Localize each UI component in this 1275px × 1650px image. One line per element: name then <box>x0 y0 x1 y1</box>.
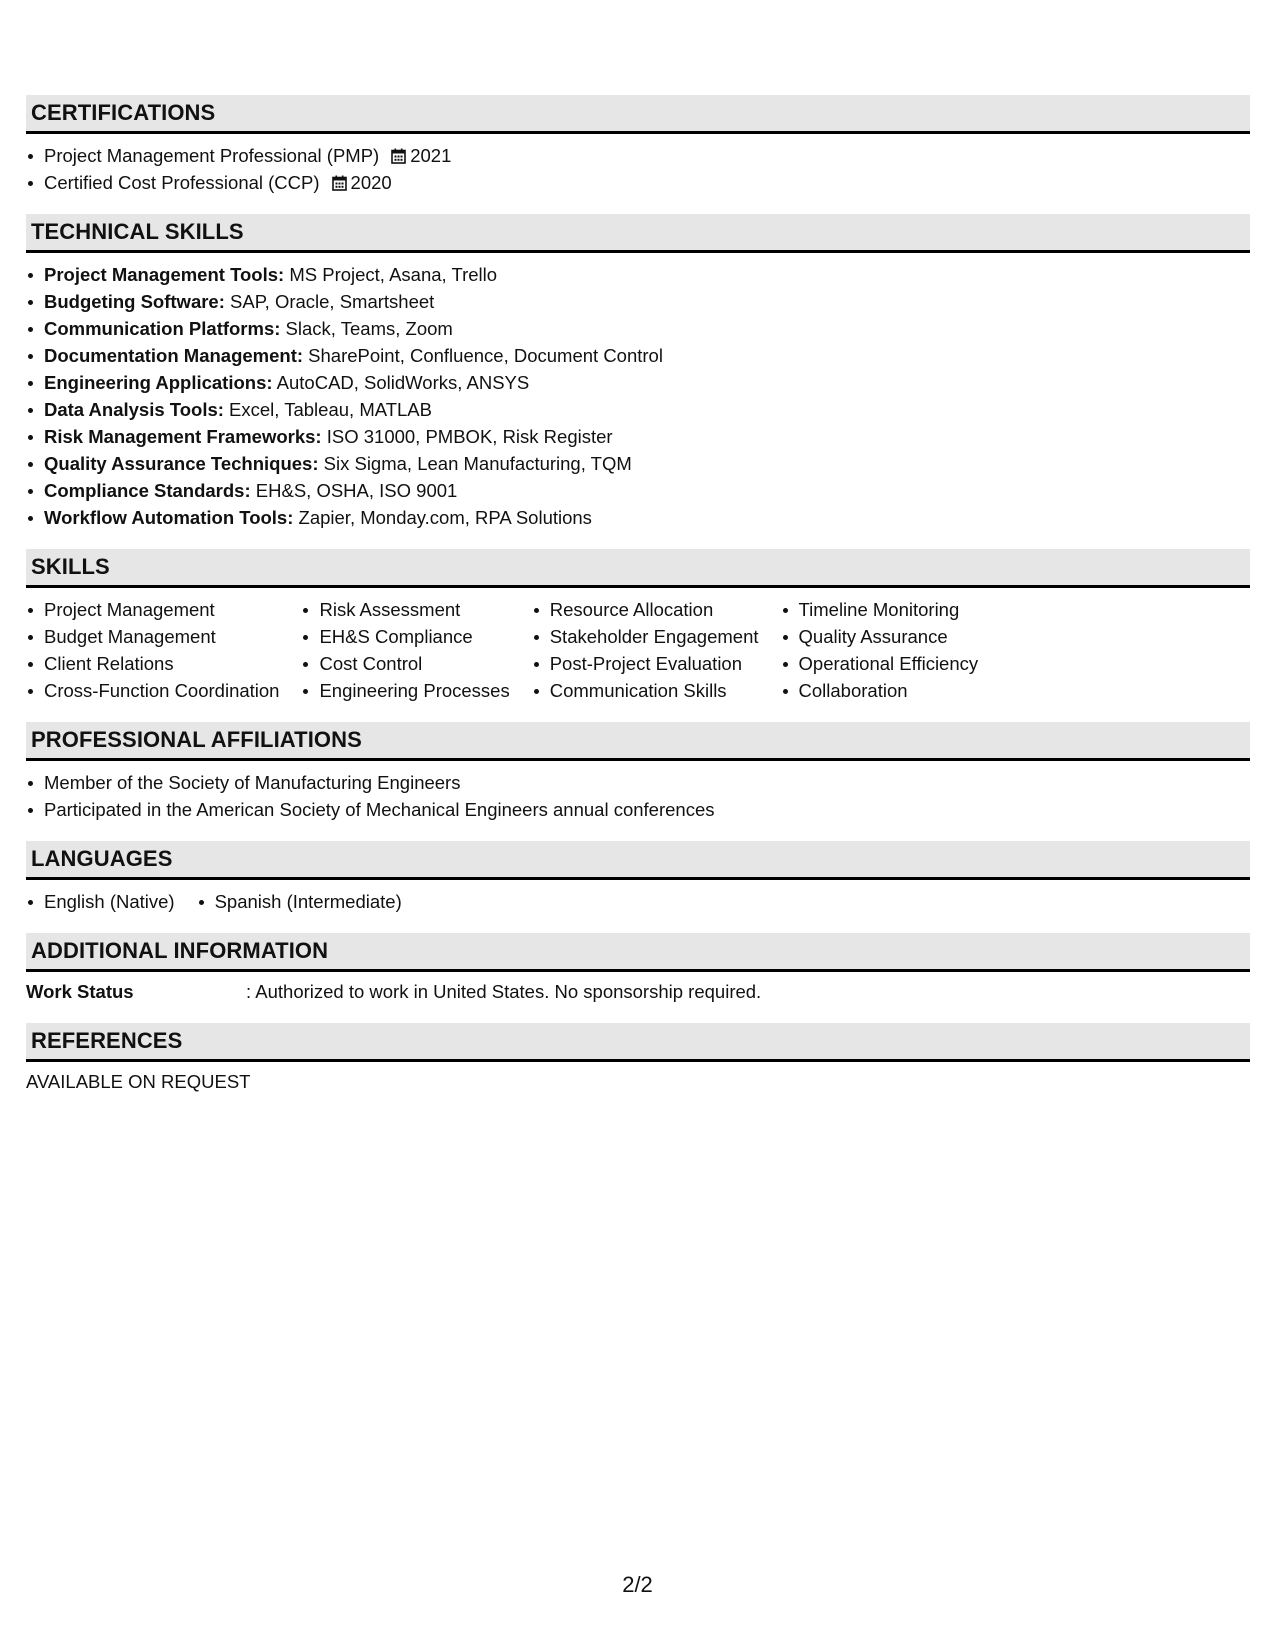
page-number: 2/2 <box>622 1572 653 1597</box>
skill-item: EH&S Compliance <box>301 623 509 650</box>
technical-skill-item <box>26 261 1250 288</box>
work-status-row <box>26 972 1250 1005</box>
technical-skill-label: Data Analysis Tools: <box>44 399 224 420</box>
technical-skill-item <box>26 504 1250 531</box>
section-title-languages: LANGUAGES <box>26 841 1250 880</box>
technical-skill-label: Budgeting Software: <box>44 291 225 312</box>
section-title-certifications: CERTIFICATIONS <box>26 95 1250 134</box>
technical-skill-value: Six Sigma, Lean Manufacturing, TQM <box>318 453 632 474</box>
work-status-label: Work Status <box>26 981 134 1002</box>
skill-item: Cross-Function Coordination <box>26 677 279 704</box>
skill-item: Cost Control <box>301 650 509 677</box>
skill-item: Timeline Monitoring <box>781 596 979 623</box>
technical-skill-value: AutoCAD, SolidWorks, ANSYS <box>272 372 530 393</box>
certification-year: 2020 <box>350 172 392 193</box>
skill-item: Communication Skills <box>532 677 759 704</box>
section-title-additional-information: ADDITIONAL INFORMATION <box>26 933 1250 972</box>
certification-name: Certified Cost Professional (CCP) <box>44 172 320 193</box>
technical-skill-value: SharePoint, Confluence, Document Control <box>303 345 663 366</box>
certification-item <box>26 142 1250 169</box>
section-title-affiliations: PROFESSIONAL AFFILIATIONS <box>26 722 1250 761</box>
affiliation-item: Participated in the American Society of Mechanical Engineers annual conferences <box>26 796 1250 823</box>
skill-item: Risk Assessment <box>301 596 509 623</box>
skills-column <box>532 596 759 704</box>
technical-skill-value: SAP, Oracle, Smartsheet <box>224 291 435 312</box>
technical-skills-list <box>26 253 1250 531</box>
skill-item: Budget Management <box>26 623 279 650</box>
language-item: English (Native) <box>26 888 175 915</box>
calendar-icon <box>391 148 406 164</box>
section-title-skills: SKILLS <box>26 549 1250 588</box>
technical-skill-label: Communication Platforms: <box>44 318 281 339</box>
skills-column <box>301 596 509 704</box>
skills-column <box>26 596 279 704</box>
technical-skill-item <box>26 396 1250 423</box>
skill-item: Client Relations <box>26 650 279 677</box>
technical-skill-label: Compliance Standards: <box>44 480 251 501</box>
affiliations-list <box>26 761 1250 823</box>
skill-item: Quality Assurance <box>781 623 979 650</box>
skill-item: Engineering Processes <box>301 677 509 704</box>
certification-item <box>26 169 1250 196</box>
technical-skill-item <box>26 342 1250 369</box>
section-title-technical-skills: TECHNICAL SKILLS <box>26 214 1250 253</box>
skill-item: Collaboration <box>781 677 979 704</box>
technical-skill-label: Quality Assurance Techniques: <box>44 453 319 474</box>
work-status-value: : Authorized to work in United States. No sponsorship required. <box>246 981 762 1002</box>
affiliation-item: Member of the Society of Manufacturing Engineers <box>26 769 1250 796</box>
technical-skill-value: Slack, Teams, Zoom <box>280 318 453 339</box>
certification-name: Project Management Professional (PMP) <box>44 145 380 166</box>
technical-skill-item <box>26 477 1250 504</box>
skill-item: Resource Allocation <box>532 596 759 623</box>
technical-skill-label: Engineering Applications: <box>44 372 273 393</box>
references-text: AVAILABLE ON REQUEST <box>26 1071 251 1092</box>
skill-item: Stakeholder Engagement <box>532 623 759 650</box>
technical-skill-label: Documentation Management: <box>44 345 304 366</box>
skill-item: Project Management <box>26 596 279 623</box>
technical-skill-item <box>26 288 1250 315</box>
skills-column <box>781 596 979 704</box>
technical-skill-value: ISO 31000, PMBOK, Risk Register <box>321 426 613 447</box>
section-title-references: REFERENCES <box>26 1023 1250 1062</box>
certification-year: 2021 <box>410 145 452 166</box>
technical-skill-item <box>26 423 1250 450</box>
skills-grid <box>26 588 1250 704</box>
skill-item: Operational Efficiency <box>781 650 979 677</box>
languages-list <box>26 880 1250 915</box>
skill-item: Post-Project Evaluation <box>532 650 759 677</box>
language-item: Spanish (Intermediate) <box>197 888 402 915</box>
technical-skill-item <box>26 369 1250 396</box>
calendar-icon <box>332 175 347 191</box>
technical-skill-value: MS Project, Asana, Trello <box>284 264 498 285</box>
technical-skill-label: Project Management Tools: <box>44 264 285 285</box>
resume-page <box>26 95 1250 1095</box>
technical-skill-value: Zapier, Monday.com, RPA Solutions <box>293 507 592 528</box>
certifications-list <box>26 134 1250 196</box>
technical-skill-value: Excel, Tableau, MATLAB <box>223 399 432 420</box>
technical-skill-item <box>26 315 1250 342</box>
technical-skill-label: Risk Management Frameworks: <box>44 426 322 447</box>
technical-skill-item <box>26 450 1250 477</box>
technical-skill-value: EH&S, OSHA, ISO 9001 <box>250 480 458 501</box>
technical-skill-label: Workflow Automation Tools: <box>44 507 294 528</box>
